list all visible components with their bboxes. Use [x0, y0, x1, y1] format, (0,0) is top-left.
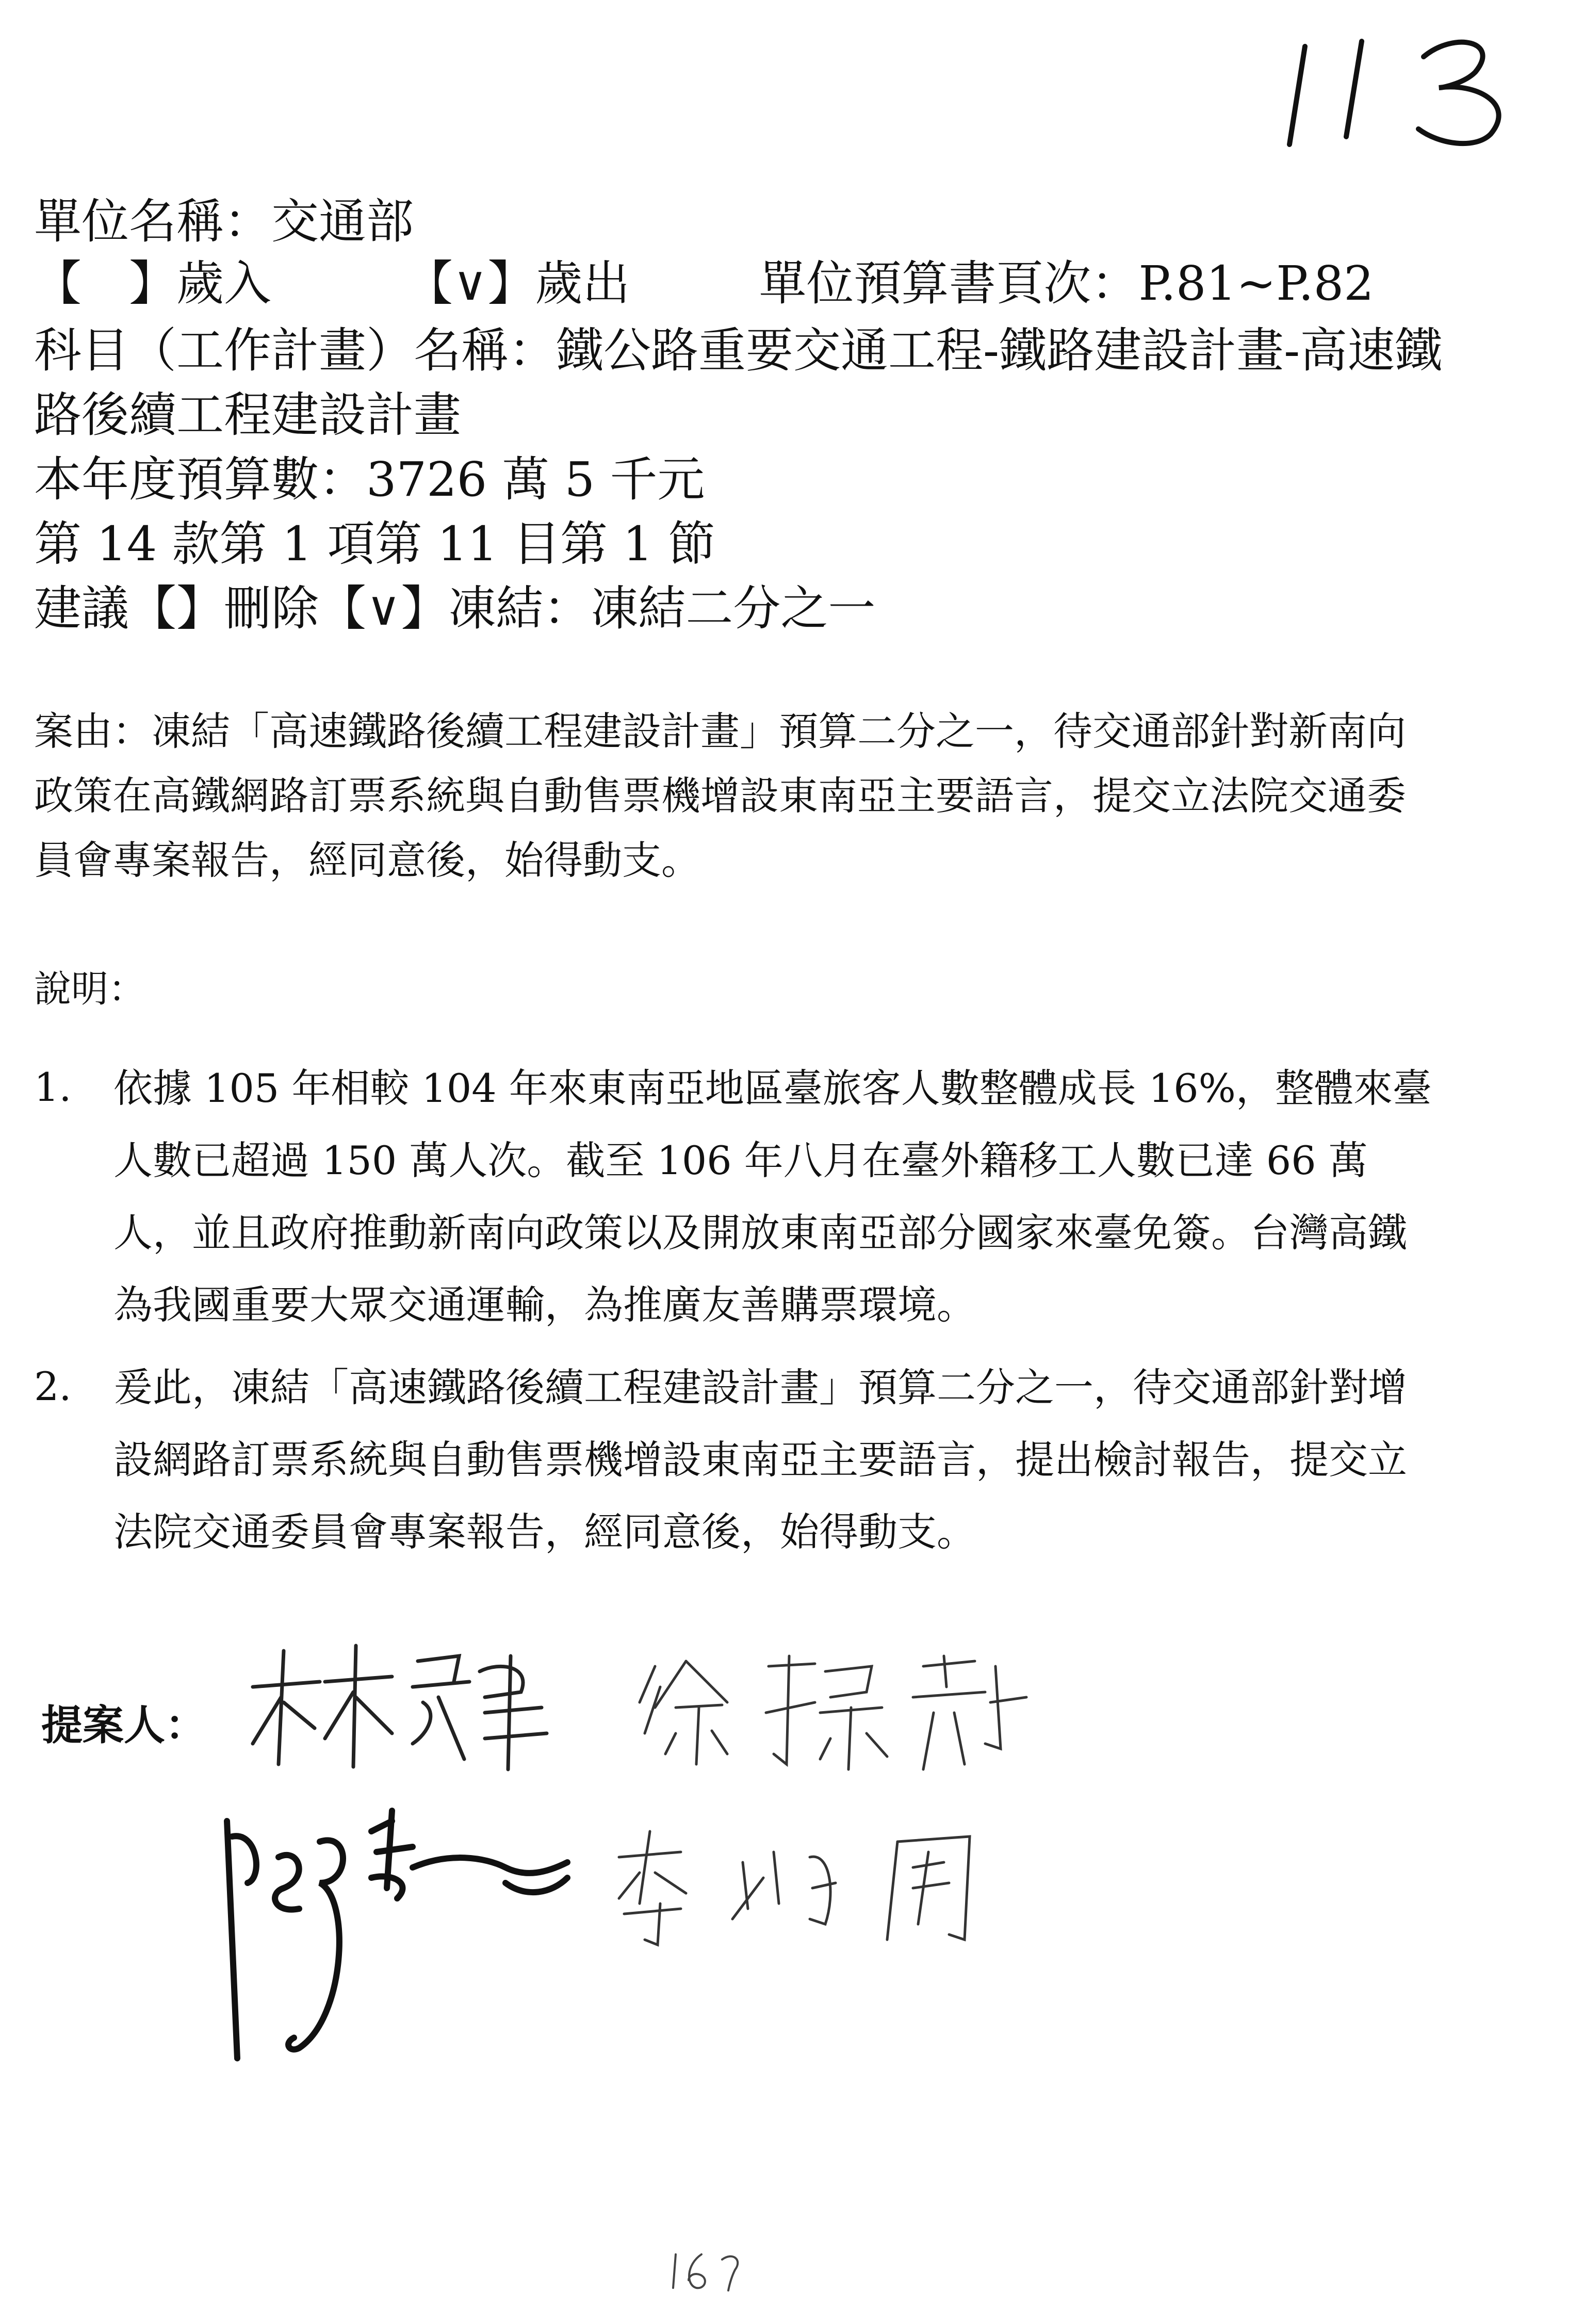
subject-line-1 [34, 320, 1442, 382]
unit-value: 交通部 [271, 194, 414, 249]
explanation-heading: 說明： [34, 967, 146, 1011]
signature-1-icon [242, 1640, 562, 1775]
explanation-item-1-number: 1. [34, 1064, 72, 1110]
budget-type-line [34, 253, 1374, 315]
page-ref-value: P.81~P.82 [1138, 256, 1374, 311]
revenue-checkbox: 【 】 [34, 256, 177, 311]
reason-paragraph: 案由：凍結「高速鐵路後續工程建設計畫」預算二分之一，待交通部針對新南向政策在高鐵網路訂票系統與自動售票機增設東南亞主要語言，提交立法院交通委員會專案報告，經同意後，始得動支。 [34, 708, 1406, 883]
handwritten-footer-number-icon [665, 2244, 748, 2296]
section-value: 第 14 款第 1 項第 11 目第 1 節 [34, 516, 716, 572]
delete-label: 刪除 [224, 581, 319, 636]
budget-line [34, 449, 705, 511]
section-line [34, 513, 715, 575]
freeze-label: 凍結： [448, 581, 591, 636]
proposal-line [34, 578, 875, 640]
subject-line-2 [34, 384, 461, 446]
proposal-label: 建議 [34, 581, 129, 636]
subject-value-part1: 鐵公路重要交通工程-鐵路建設計畫-高速鐵 [556, 323, 1443, 378]
proposer-label: 提案人： [41, 1701, 206, 1749]
freeze-value: 凍結二分之一 [591, 581, 876, 636]
handwritten-page-number-icon [1269, 26, 1537, 160]
subject-label: 科目（工作計畫）名稱： [34, 323, 557, 378]
explanation-item-2-text: 爰此，凍結「高速鐵路後續工程建設計畫」預算二分之一，待交通部針對增設網路訂票系統與自動售票機增設東南亞主要語言，提出檢討報告，提交立法院交通委員會專案報告，經同意後，始得動支。 [113, 1364, 1407, 1555]
signature-2-icon [634, 1646, 1047, 1780]
explanation-item-1-text: 依據 105 年相較 104 年來東南亞地區臺旅客人數整體成長 16%，整體來臺人數已超過 150 萬人次。截至 106 年八月在臺外籍移工人數已達 66 萬人，並且政府推動新南向政策以及開放東南亞部分國家來臺免簽。台灣高鐵為我國重要大眾交通運輸，為推廣友善購票環境。 [113, 1065, 1432, 1328]
page-ref-label: 單位預算書頁次： [759, 256, 1139, 311]
signature-3-icon [217, 1800, 578, 2069]
expenditure-label: 歲出 [535, 256, 630, 311]
freeze-checkbox: 【∨】 [319, 581, 449, 636]
budget-value: 3726 萬 5 千元 [366, 452, 705, 507]
signature-4-icon [609, 1821, 1011, 1955]
unit-label: 單位名稱： [34, 194, 272, 249]
subject-value-part2: 路後續工程建設計畫 [34, 387, 462, 443]
explanation-item-2-number: 2. [34, 1363, 72, 1409]
revenue-label: 歲入 [176, 256, 272, 311]
delete-checkbox: 【】 [129, 581, 224, 636]
unit-line [34, 191, 414, 253]
expenditure-checkbox: 【∨】 [405, 256, 535, 311]
budget-label: 本年度預算數： [34, 452, 367, 507]
